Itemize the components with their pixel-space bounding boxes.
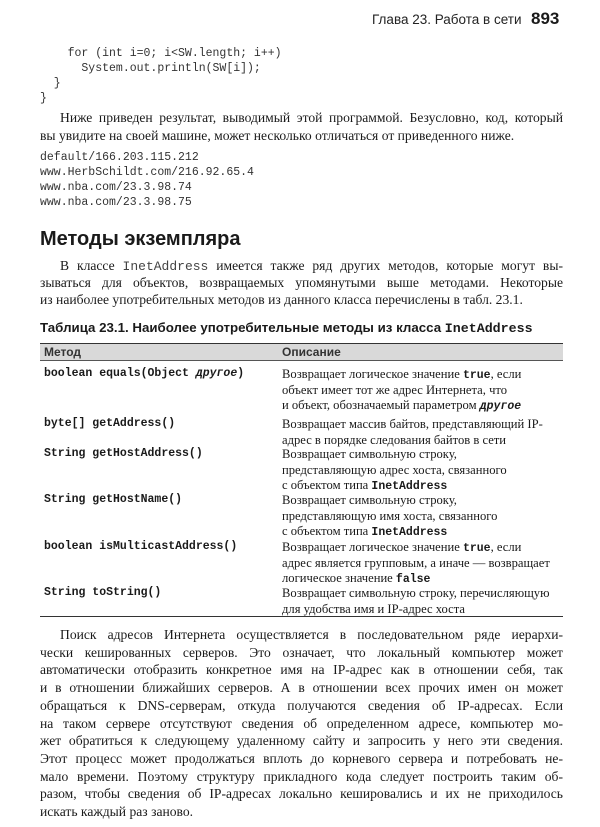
inline-code: InetAddress (371, 480, 448, 493)
text-run: Возвращает массив байтов, представляющий IP- (282, 417, 543, 431)
table-description-line (282, 524, 447, 539)
text-run: Возвращает символьную строку, (282, 493, 457, 507)
method-name: String toString() (44, 586, 162, 599)
text-run: , если (490, 540, 522, 554)
text-run: зываться для объектов, возвращаемых упомянутыми выше методами. Некоторые (40, 275, 563, 290)
paragraph-line (40, 258, 563, 276)
paragraph-line (40, 627, 563, 645)
method-param: другое (195, 367, 238, 380)
table-description-line (282, 398, 521, 413)
table-caption (40, 320, 533, 336)
table-method (44, 540, 237, 553)
table-description-line (282, 602, 465, 617)
text-run: чески кешированных серверов. Это означает, что локальный компьютер может (40, 644, 563, 660)
table-description-line (282, 383, 507, 398)
table-description-line (282, 417, 543, 432)
text-run: искать каждый раз заново. (40, 804, 194, 819)
inline-code: InetAddress (122, 259, 209, 274)
table-description-line (282, 433, 506, 448)
text-run: В классе (60, 258, 123, 273)
text-run: представляющую имя хоста, связанного (282, 508, 498, 523)
table-description-line (282, 556, 550, 571)
text-run: Возвращает символьную строку, перечисляющую (282, 586, 550, 600)
text-run: обращаться к DNS-серверам, откуда получаются сведения об IP-адресах. Если (40, 697, 563, 713)
paragraph-line (40, 733, 563, 751)
method-name: boolean isMulticastAddress() (44, 540, 238, 553)
caption-text: Таблица 23.1. Наиболее употребительные методы из класса (40, 320, 445, 335)
inline-code: true (462, 369, 491, 382)
output-line: www.nba.com/23.3.98.75 (40, 196, 192, 209)
text-run: с объектом типа (282, 524, 372, 538)
table-method (44, 447, 203, 460)
paragraph-line (40, 698, 563, 716)
paragraph-line (40, 769, 563, 787)
inline-code: false (395, 573, 431, 586)
inline-code: другое (479, 400, 522, 413)
paragraph-line (40, 292, 563, 310)
text-run: Возвращает символьную строку, (282, 447, 457, 461)
code-line: } (40, 77, 61, 90)
paragraph-line (40, 804, 563, 822)
text-run: объект имеет тот же адрес Интернета, что (282, 382, 508, 397)
text-run: представляющую адрес хоста, связанного (282, 462, 507, 477)
paragraph-line (40, 110, 563, 128)
text-run: имеется также ряд других методов, которые могут вы- (208, 258, 563, 273)
code-line: System.out.println(SW[i]); (40, 62, 261, 75)
paragraph-line (40, 275, 563, 293)
caption-code: InetAddress (444, 321, 533, 336)
output-line: default/166.203.115.212 (40, 151, 199, 164)
text-run: логическое значение (282, 571, 396, 585)
text-run: Этот процесс может продолжаться вплоть до корневого сервера и потребовать не- (40, 750, 563, 766)
paragraph-line (40, 662, 563, 680)
method-name: String getHostAddress() (44, 447, 203, 460)
table-description-line (282, 478, 447, 493)
table-description-line (282, 493, 457, 508)
text-run: адрес в порядке следования байтов в сети (282, 432, 507, 447)
page-number: 893 (531, 9, 560, 28)
table-description-line (282, 463, 507, 478)
text-run: с объектом типа (282, 478, 372, 492)
method-end: ) (237, 367, 245, 380)
paragraph-line (40, 128, 563, 146)
text-run: , если (490, 367, 522, 381)
text-run: на таком сервере отсутствуют сведения об определенном адресе, компьютер мо- (40, 715, 563, 731)
table-method (44, 417, 175, 430)
column-header-method: Метод (44, 345, 82, 359)
table-description-line (282, 586, 550, 601)
table-method (44, 586, 161, 599)
method-name: boolean equals(Object (44, 367, 196, 380)
table-description-line (282, 447, 457, 462)
output-line: www.HerbSchildt.com/216.92.65.4 (40, 166, 254, 179)
method-name: String getHostName() (44, 493, 183, 506)
paragraph-line (40, 645, 563, 663)
section-heading: Методы экземпляра (40, 228, 241, 250)
text-run: и в отношении ближайших серверов. А в отношении всех прочих имен он может (40, 680, 563, 696)
paragraph-line (40, 751, 563, 769)
text-run: адрес является групповым, а иначе — возвращает (282, 555, 550, 570)
column-header-description: Описание (282, 345, 341, 359)
table-method (44, 493, 182, 506)
code-line: for (int i=0; i<SW.length; i++) (40, 47, 282, 60)
code-line: } (40, 92, 47, 105)
text-run: и объект, обозначаемый параметром (282, 398, 480, 412)
paragraph-line (40, 786, 563, 804)
text-run: автоматически отобразить конкретное имя на IP-адрес как в отношении себя, так (40, 662, 563, 678)
table-method (44, 367, 244, 380)
method-name: byte[] getAddress() (44, 417, 176, 430)
text-run: Поиск адресов Интернета осуществляется в последовательном ряде иерархи- (60, 627, 563, 642)
text-run: Ниже приведен результат, выводимый этой программой. Безусловно, код, который (60, 110, 563, 125)
table-description-line (282, 509, 497, 524)
table-description-line (282, 540, 521, 555)
table-description-line (282, 571, 430, 586)
text-run: Возвращает логическое значение (282, 540, 463, 554)
paragraph-line (40, 716, 563, 734)
text-run: для удобства имя и IP-адрес хоста (282, 601, 465, 616)
text-run: разом, чтобы сведения об IP-адресах локально кешировались и их не приходилось (40, 786, 563, 802)
text-run: мало времени. Поэтому структуру прикладного кода следует построить таким об- (40, 768, 563, 784)
output-line: www.nba.com/23.3.98.74 (40, 181, 192, 194)
running-header: Глава 23. Работа в сети (372, 12, 522, 27)
text-run: вы увидите на своей машине, может несколько отличаться от приведенного ниже. (40, 128, 515, 143)
table-description-line (282, 367, 521, 382)
inline-code: true (462, 542, 491, 555)
inline-code: InetAddress (371, 526, 448, 539)
text-run: Возвращает логическое значение (282, 367, 463, 381)
text-run: из наиболее употребительных методов из данного класса перечислены в табл. 23.1. (40, 292, 523, 307)
paragraph-line (40, 680, 563, 698)
text-run: жет обратиться к следующему удаленному сайту и запросить у него эти сведения. (40, 733, 563, 749)
